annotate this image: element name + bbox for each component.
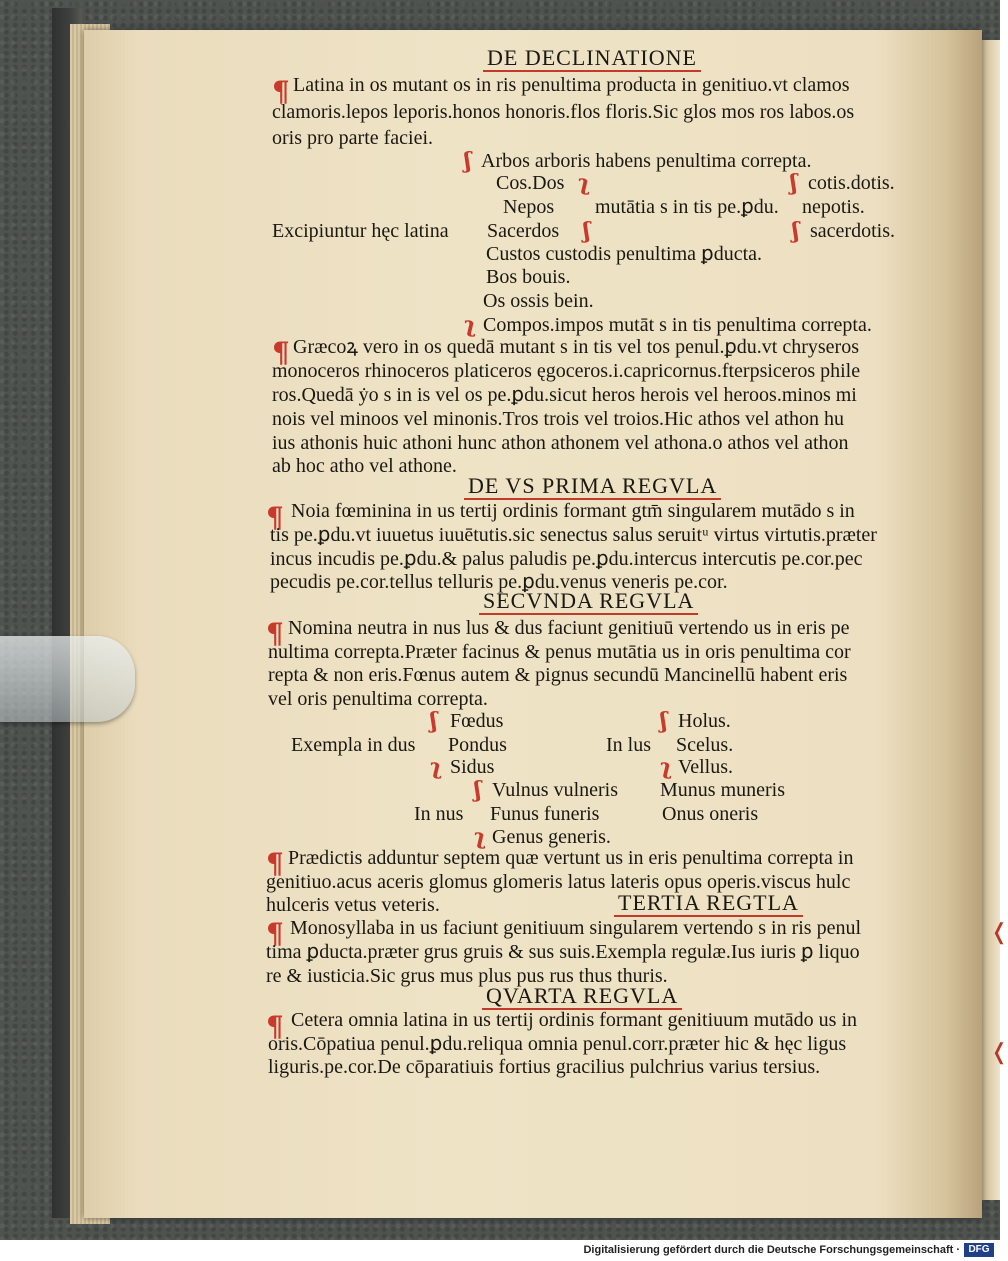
text-line: Sidus [450,756,495,778]
funding-credit: Digitalisierung gefördert durch die Deutsche Forschungsgemeinschaft · [583,1244,960,1256]
text-line: Monosyllaba in us faciunt genitiuum singularem vertendo s in ris penul [290,917,862,939]
text-line: hulceris vetus veteris. [266,894,440,916]
text-line: mutātia s in tis pe.ꝑdu. [595,196,779,218]
text-line: nois vel minoos vel minonis.Tros trois vel troios.Hic athos vel athon hu [272,408,845,430]
heading-de-declinatione: DE DECLINATIONE [483,46,701,72]
text-line: Cos.Dos [496,172,565,194]
text-line: In lus [606,734,651,756]
text-line: clamoris.lepos leporis.honos honoris.flos floris.Sic glos mos ros labos.os [272,101,855,123]
text-line: Funus funeris [490,803,600,825]
brace-mark: ʃ [660,708,668,734]
text-line: Munus muneris [660,779,785,801]
text-line: Nepos [503,196,555,218]
bleed-mark: ❬ [990,920,1008,945]
text-line: Vulnus vulneris [492,779,619,801]
pilcrow-mark: ¶ [266,917,284,950]
text-line: nepotis. [802,196,865,218]
text-line: Bos bouis. [486,266,571,288]
text-line: pecudis pe.cor.tellus telluris pe.ꝑdu.venus veneris pe.cor. [270,571,728,593]
text-line: Pondus [448,734,507,756]
text-line: Onus oneris [662,803,759,825]
brace-mark: ʃ [792,218,800,244]
text-line: Noia fœminina in us tertij ordinis formant gtm̄ singularem mutādo s in [291,500,855,522]
brace-mark: ʃ [790,170,798,196]
text-line: Arbos arboris habens penultima correpta. [481,150,812,172]
bleed-mark: ❬ [990,1040,1008,1065]
text-line: Sacerdos [487,220,560,242]
text-line: Prædictis adduntur septem quæ vertunt us in eris penultima correpta in [288,847,854,869]
text-line: Græcoꝝ vero in os quedā mutant s in tis vel tos penul.ꝑdu.vt chryseros [293,336,859,358]
text-line: Os ossis bein. [483,290,594,312]
text-line: incus incudis pe.ꝑdu.& palus paludis pe.ꝑdu.intercus intercutis pe.cor.pec [270,548,863,570]
text-line: re & iusticia.Sic grus mus plus pus rus thus thuris. [266,965,668,987]
text-line: Fœdus [450,710,504,732]
text-line: ros.Quedā ẏo s in is vel os pe.ꝑdu.sicut heros herois vel heroos.minos mi [272,384,857,406]
text-line: tis pe.ꝑdu.vt iuuetus iuuētutis.sic senectus salus seruitᵘ virtus virtutis.præter [270,524,877,546]
text-line: monoceros rhinoceros platiceros ęgoceros.i.capricornus.fterpsiceros phile [272,360,861,382]
brace-mark: ʅ [578,170,590,196]
text-line: cotis.dotis. [808,172,895,194]
text-line: In nus [414,803,464,825]
text-line: Genus generis. [492,826,611,848]
text-line: ab hoc atho vel athone. [272,455,457,477]
text-line: Custos custodis penultima ꝑducta. [486,243,763,265]
brace-mark: ʅ [660,754,672,780]
pilcrow-mark: ¶ [266,1010,284,1043]
pilcrow-mark: ¶ [272,75,290,108]
brace-mark: ʅ [464,312,476,338]
book-clasp [0,636,135,722]
text-line: repta & non eris.Fœnus autem & pignus secundū Mancinellū habent eris [268,664,848,686]
text-line: Exempla in dus [291,734,416,756]
text-line: Cetera omnia latina in us tertij ordinis formant genitiuum mutādo us in [291,1009,858,1031]
text-line: liguris.pe.cor.De cōparatiuis fortius gracilius pulchrius varius tersius. [268,1056,821,1078]
text-line: tima ꝑducta.præter grus gruis & sus suis.Exempla regulæ.Ius iuris ꝑ liquo [266,941,860,963]
heading-tertia-regula: TERTIA REGTLA [614,891,803,917]
brace-mark: ʃ [430,708,438,734]
pilcrow-mark: ¶ [272,336,290,369]
text-line: Nomina neutra in nus lus & dus faciunt genitiuū vertendo us in eris pe [288,617,850,639]
pilcrow-mark: ¶ [266,501,284,534]
brace-mark: ʅ [474,824,486,850]
text-line: oris.Cōpatiua penul.ꝑdu.reliqua omnia penul.corr.præter hic & hęc ligus [268,1033,847,1055]
footer-bar [0,1240,1000,1261]
text-line: genitiuo.acus aceris glomus glomeris latus lateris opus operis.viscus hulc [266,871,851,893]
text-line: oris pro parte faciei. [272,127,434,149]
text-line: nultima correpta.Præter facinus & penus mutātia us in oris penultima cor [268,641,851,663]
brace-mark: ʅ [430,754,442,780]
heading-secunda-regula: SECVNDA REGVLA [479,589,698,615]
brace-mark: ʃ [464,148,472,174]
brace-mark: ʃ [583,218,591,244]
text-line: Compos.impos mutāt s in tis penultima correpta. [483,314,872,336]
brace-mark: ʃ [474,777,482,803]
text-line: Scelus. [676,734,734,756]
pilcrow-mark: ¶ [266,617,284,650]
text-line: Latina in os mutant os in ris penultima producta in genitiuo.vt clamos [293,74,850,96]
text-line: sacerdotis. [810,220,895,242]
text-line: Vellus. [678,756,733,778]
text-line: vel oris penultima correpta. [268,688,488,710]
text-line: Holus. [678,710,731,732]
heading-de-us-prima-regula: DE VS PRIMA REGVLA [464,474,721,500]
heading-quarta-regula: QVARTA REGVLA [482,984,682,1010]
pilcrow-mark: ¶ [266,847,284,880]
dfg-logo: DFG [964,1243,994,1257]
text-line: Excipiuntur hęc latina [272,220,449,242]
text-line: ius athonis huic athoni hunc athon athonem vel athona.o athos vel athon [272,432,849,454]
